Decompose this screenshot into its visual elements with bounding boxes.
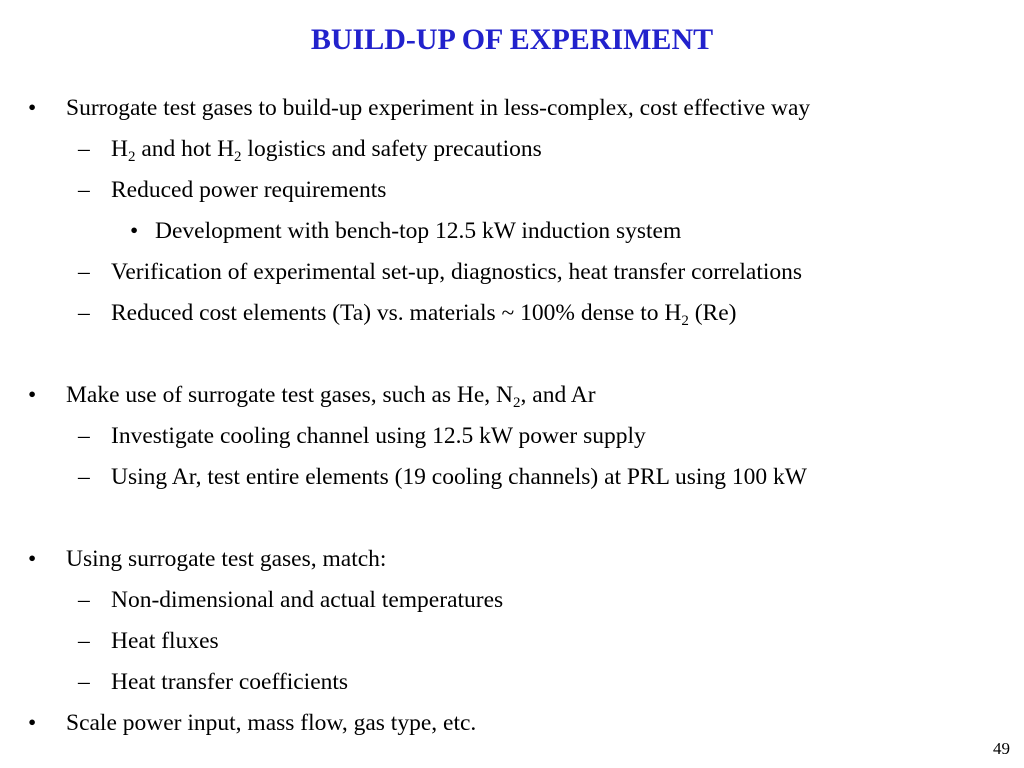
sub-item-text: Using Ar, test entire elements (19 cooling channels) at PRL using 100 kW: [111, 464, 807, 490]
sub-sub-item-text: Development with bench-top 12.5 kW induction system: [155, 218, 682, 244]
text-part: Reduced cost elements (Ta) vs. materials ~ 100% dense to H: [111, 300, 682, 326]
sub-item: [0, 252, 1024, 293]
dash-marker: –: [78, 423, 90, 449]
sub-item: [0, 580, 1024, 621]
bullet-marker: •: [28, 95, 37, 121]
sub-item: [0, 621, 1024, 662]
bullet-item: [0, 88, 1024, 129]
sub-item-text: Non-dimensional and actual temperatures: [111, 587, 504, 613]
subscript: 2: [234, 149, 242, 165]
bullet-item: [0, 539, 1024, 580]
sub-item-text: Verification of experimental set-up, diagnostics, heat transfer correlations: [111, 259, 803, 285]
dash-marker: –: [78, 587, 90, 613]
bullet-item: [0, 375, 1024, 416]
text-part: logistics and safety precautions: [241, 136, 542, 162]
bullet-item: [0, 703, 1024, 744]
subscript: 2: [127, 149, 136, 165]
sub-sub-item: [0, 211, 1024, 252]
bullet-text: Scale power input, mass flow, gas type, etc.: [66, 710, 477, 736]
dash-marker: –: [78, 628, 90, 654]
text-part: H: [111, 136, 128, 162]
sub-item: [0, 170, 1024, 211]
bullet-text: [66, 375, 596, 416]
dash-marker: –: [78, 177, 90, 203]
sub-item-text: [111, 129, 542, 170]
bullet-marker: •: [28, 546, 37, 572]
subscript: 2: [513, 395, 521, 411]
sub-item-text: Heat transfer coefficients: [111, 669, 349, 695]
subscript: 2: [681, 313, 689, 329]
sub-item-text: Investigate cooling channel using 12.5 kW power supply: [111, 423, 646, 449]
text-part: Make use of surrogate test gases, such as He, N: [66, 382, 514, 408]
dash-marker: –: [78, 464, 90, 490]
dash-marker: –: [78, 136, 90, 162]
page-number: 49: [993, 739, 1010, 758]
bullet-text: Surrogate test gases to build-up experiment in less-complex, cost effective way: [66, 95, 811, 121]
sub-item: [0, 129, 1024, 170]
dash-marker: –: [78, 300, 90, 326]
slide-body: [0, 88, 1024, 744]
sub-item-text: [111, 293, 736, 334]
dash-marker: –: [78, 259, 90, 285]
bullet-marker: •: [28, 710, 37, 736]
bullet-marker: •: [130, 218, 139, 244]
sub-item: [0, 293, 1024, 334]
text-part: and hot H: [135, 136, 235, 162]
bullet-marker: •: [28, 382, 37, 408]
slide-title: BUILD-UP OF EXPERIMENT: [310, 23, 714, 56]
bullet-text: Using surrogate test gases, match:: [66, 546, 387, 572]
sub-item: [0, 416, 1024, 457]
sub-item-text: Reduced power requirements: [111, 177, 387, 203]
text-part: (Re): [688, 300, 737, 326]
sub-item: [0, 662, 1024, 703]
text-part: , and Ar: [520, 382, 596, 408]
dash-marker: –: [78, 669, 90, 695]
sub-item: [0, 457, 1024, 498]
sub-item-text: Heat fluxes: [111, 628, 219, 654]
